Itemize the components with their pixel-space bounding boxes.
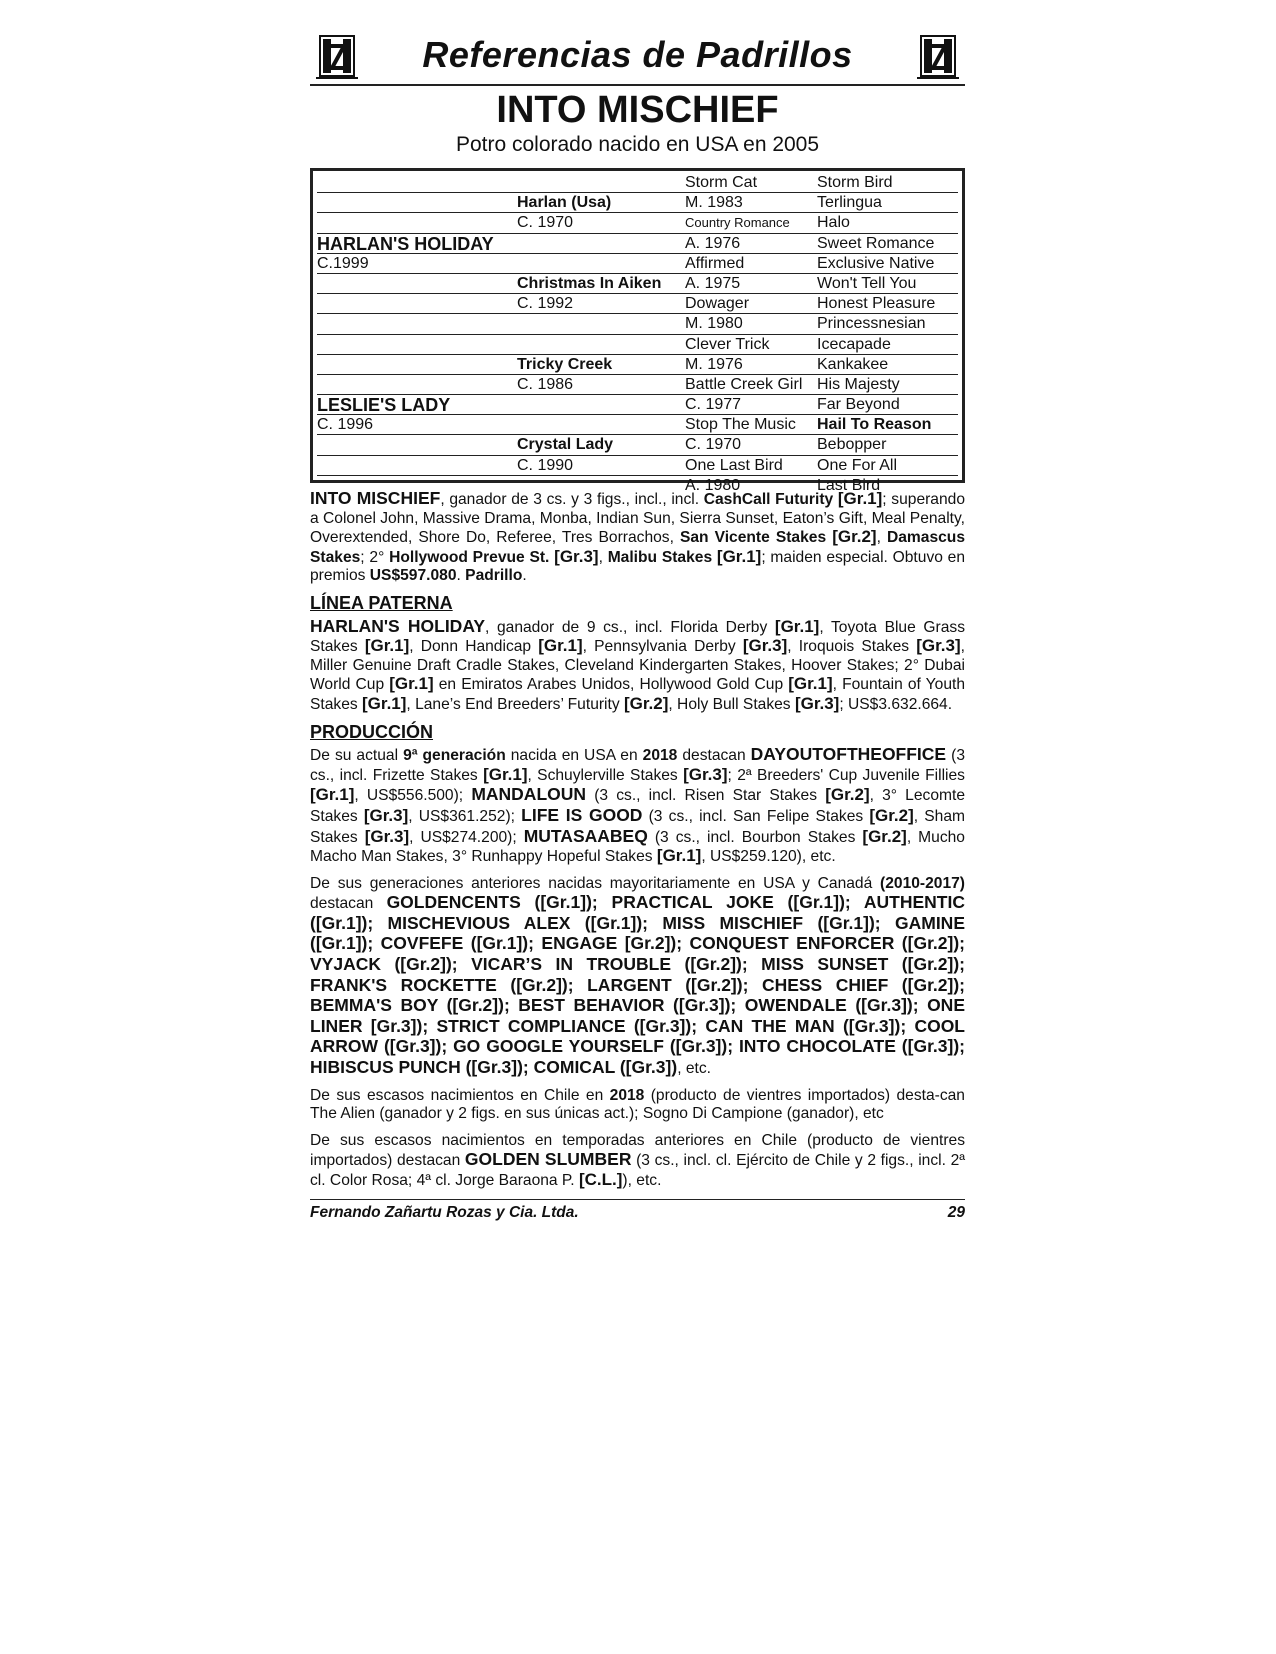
- page: [310, 30, 965, 1222]
- produccion-paragraph-2: De sus generaciones anteriores nacidas mayoritariamente en USA y Canadá (2010-2017) destacan GOLDENCENTS ([Gr.1]); PRACTICAL JOKE ([Gr.1]); AUTHENTIC ([Gr.1]); MISCHEVIOUS ALEX ([Gr.1]); MISS MISCHIEF ([Gr.1]); GAMINE ([Gr.1]); COVFEFE ([Gr.1]); ENGAGE [Gr.2]); CONQUEST ENFORCER ([Gr.2]); VYJACK ([Gr.2]); VICAR’S IN TROUBLE ([Gr.2]); MISS SUNSET ([Gr.2]); FRANK'S ROCKETTE ([Gr.2]); LARGENT ([Gr.2]); CHESS CHIEF ([Gr.2]); BEMMA'S BOY ([Gr.2]); BEST BEHAVIOR ([Gr.3]); OWENDALE ([Gr.3]); ONE LINER [Gr.3]); STRICT COMPLIANCE ([Gr.3]); CAN THE MAN ([Gr.3]); COOL ARROW ([Gr.3]); GO GOOGLE YOURSELF ([Gr.3]); INTO CHOCOLATE ([Gr.3]); HIBISCUS PUNCH ([Gr.3]); COMICAL ([Gr.3]), etc.: [310, 874, 965, 1078]
- page-footer: [310, 1199, 965, 1222]
- pedigree-cell: Last Bird: [817, 476, 881, 494]
- pedigree-cell: M. 1983: [685, 194, 743, 212]
- pedigree-row: [317, 456, 958, 476]
- linea-paterna-paragraph: HARLAN'S HOLIDAY, ganador de 9 cs., incl. Florida Derby [Gr.1], Toyota Blue Grass Stakes [Gr.1], Donn Handicap [Gr.1], Pennsylvania Derby [Gr.3], Iroquois Stakes [Gr.3], Miller Genuine Draft Cradle Stakes, Cleveland Kindergarten Stakes, Hoover Stakes; 2° Dubai World Cup [Gr.1] en Emiratos Arabes Unidos, Hollywood Gold Cup [Gr.1], Fountain of Youth Stakes [Gr.1], Lane’s End Breeders’ Futurity [Gr.2], Holy Bull Stakes [Gr.3]; US$3.632.664.: [310, 615, 965, 713]
- pedigree-cell: [317, 456, 517, 475]
- pedigree-cell: [317, 375, 517, 394]
- pedigree-cell: [317, 355, 517, 374]
- pedigree-cell: C. 1977: [685, 396, 742, 414]
- pedigree-cell: M. 1980: [685, 315, 743, 333]
- pedigree-cell: [517, 415, 685, 434]
- pedigree-cell: [517, 254, 685, 273]
- pedigree-row: [317, 213, 958, 233]
- pedigree-row: [317, 274, 958, 294]
- pedigree-cell: Harlan (Usa): [517, 194, 612, 212]
- pedigree-row: [317, 375, 958, 395]
- pedigree-cell: C. 1990: [517, 456, 574, 474]
- pedigree-row: [317, 234, 958, 254]
- pedigree-cell: C.1999: [317, 254, 369, 272]
- article-body: [310, 489, 965, 1191]
- pedigree-cell: [317, 294, 517, 313]
- pedigree-cell: [317, 173, 517, 192]
- pedigree-cell: Christmas In Aiken: [517, 274, 662, 292]
- pedigree-cell: C. 1986: [517, 375, 574, 393]
- pedigree-cell: [517, 395, 685, 414]
- footer-company: Fernando Zañartu Rozas y Cia. Ltda.: [310, 1203, 579, 1221]
- pedigree-row: [317, 355, 958, 375]
- pedigree-cell: M. 1976: [685, 355, 743, 373]
- horse-description: Potro colorado nacido en USA en 2005: [455, 133, 820, 156]
- pedigree-row: [317, 254, 958, 274]
- pedigree-row: [317, 395, 958, 415]
- section-title-produccion: PRODUCCIÓN: [310, 721, 434, 742]
- pedigree-cell: Won't Tell You: [817, 274, 917, 292]
- pedigree-cell: Kankakee: [817, 355, 889, 373]
- pedigree-cell: One Last Bird: [685, 456, 783, 474]
- pedigree-row: [317, 294, 958, 314]
- pedigree-cell: Storm Bird: [817, 174, 893, 191]
- pedigree-cell: C. 1970: [517, 214, 574, 232]
- pedigree-cell: C. 1992: [517, 295, 574, 313]
- horse-name: INTO MISCHIEF: [496, 89, 779, 131]
- pedigree-cell: Stop The Music: [685, 416, 796, 434]
- intro-paragraph: INTO MISCHIEF, ganador de 3 cs. y 3 figs., incl., incl. CashCall Futurity [Gr.1]; superando a Colonel John, Massive Drama, Monba, Indian Sun, Sierra Sunset, Eaton’s Gift, Meal Penalty, Overextended, Shore Do, Referee, Tres Borrachos, San Vicente Stakes [Gr.2], Damascus Stakes; 2° Hollywood Prevue St. [Gr.3], Malibu Stakes [Gr.1]; maiden especial. Obtuvo en premios US$597.080. Padrillo.: [310, 488, 966, 585]
- winners-list: GOLDENCENTS ([Gr.1]); PRACTICAL JOKE ([Gr.1]); AUTHENTIC ([Gr.1]); MISCHEVIOUS ALEX ([Gr.1]); MISS MISCHIEF ([Gr.1]); GAMINE ([Gr.1]); COVFEFE ([Gr.1]); ENGAGE [Gr.2]); CONQUEST ENFORCER ([Gr.2]); VYJACK ([Gr.2]); VICAR’S IN TROUBLE ([Gr.2]); MISS SUNSET ([Gr.2]); FRANK'S ROCKETTE ([Gr.2]); LARGENT ([Gr.2]); CHESS CHIEF ([Gr.2]); BEMMA'S BOY ([Gr.2]); BEST BEHAVIOR ([Gr.3]); OWENDALE ([Gr.3]); ONE LINER [Gr.3]); STRICT COMPLIANCE ([Gr.3]); CAN THE MAN ([Gr.3]); COOL ARROW ([Gr.3]); GO GOOGLE YOURSELF ([Gr.3]); INTO CHOCOLATE ([Gr.3]); HIBISCUS PUNCH ([Gr.3]); COMICAL ([Gr.3]): [310, 892, 965, 1078]
- pedigree-cell: [317, 314, 517, 333]
- pedigree-cell: [317, 213, 517, 232]
- pedigree-row: [317, 314, 958, 334]
- pedigree-cell: C. 1996: [317, 416, 374, 434]
- pedigree-cell: HARLAN'S HOLIDAY: [317, 233, 494, 254]
- pedigree-cell: [517, 173, 685, 192]
- section-title-linea-paterna: LÍNEA PATERNA: [310, 592, 453, 613]
- pedigree-cell: One For All: [817, 456, 898, 474]
- pedigree-table: [310, 168, 965, 494]
- pedigree-cell: A. 1975: [685, 274, 741, 292]
- pedigree-row: [317, 173, 958, 193]
- produccion-paragraph-1: De su actual 9ª generación nacida en USA en 2018 destacan DAYOUTOFTHEOFFICE (3 cs., incl. Frizette Stakes [Gr.1], Schuylerville Stakes [Gr.3]; 2ª Breeders' Cup Juvenile Fillies [Gr.1], US$556.500); MANDALOUN (3 cs., incl. Risen Star Stakes [Gr.2], 3° Lecomte Stakes [Gr.3], US$361.252); LIFE IS GOOD (3 cs., incl. San Felipe Stakes [Gr.2], Sham Stakes [Gr.3], US$274.200); MUTASAABEQ (3 cs., incl. Bourbon Stakes [Gr.2], Mucho Macho Man Stakes, 3° Runhappy Hopeful Stakes [Gr.1], US$259.120), etc.: [310, 744, 965, 866]
- pedigree-cell: Honest Pleasure: [817, 295, 936, 313]
- pedigree-cell: [517, 234, 685, 253]
- pedigree-cell: Princessnesian: [817, 315, 926, 333]
- pedigree-cell: Exclusive Native: [817, 254, 935, 272]
- pedigree-cell: Terlingua: [817, 194, 882, 212]
- pedigree-cell: Crystal Lady: [517, 436, 614, 454]
- pedigree-cell: Battle Creek Girl: [685, 375, 803, 393]
- produccion-paragraph-3: De sus escasos nacimientos en Chile en 2018 (producto de vientres importados) desta-can The Alien (ganador y 2 figs. en sus únicas act.); Sogno Di Campione (ganador), etc: [310, 1086, 965, 1123]
- pedigree-cell: [317, 335, 517, 354]
- pedigree-cell: Halo: [817, 214, 850, 232]
- pedigree-cell: His Majesty: [817, 375, 900, 393]
- horse-name-inline: INTO MISCHIEF: [310, 488, 441, 508]
- pedigree-cell: Sweet Romance: [817, 234, 935, 252]
- pedigree-cell: Storm Cat: [685, 174, 758, 191]
- pedigree-row: [317, 435, 958, 455]
- pedigree-cell: Bebopper: [817, 436, 887, 454]
- pedigree-cell: Icecapade: [817, 335, 891, 353]
- pedigree-row: [317, 415, 958, 435]
- page-title: Referencias de Padrillos: [422, 34, 853, 75]
- pedigree-cell: [317, 435, 517, 454]
- pedigree-cell: C. 1970: [685, 436, 742, 454]
- zr-logo-icon: [915, 34, 961, 80]
- page-header: [310, 30, 965, 86]
- pedigree-cell: [517, 314, 685, 333]
- produccion-paragraph-4: De sus escasos nacimientos en temporadas anteriores en Chile (producto de vientres importados) destacan GOLDEN SLUMBER (3 cs., incl. cl. Ejército de Chile y 2 figs., incl. 2ª cl. Color Rosa; 4ª cl. Jorge Baraona P. [C.L.]), etc.: [310, 1131, 966, 1189]
- pedigree-cell: Hail To Reason: [817, 416, 932, 434]
- pedigree-cell: Country Romance: [685, 215, 790, 231]
- pedigree-cell: Far Beyond: [817, 396, 900, 414]
- pedigree-cell: [317, 274, 517, 293]
- pedigree-cell: Affirmed: [685, 254, 745, 272]
- pedigree-cell: Clever Trick: [685, 335, 770, 353]
- pedigree-cell: A. 1976: [685, 234, 741, 252]
- page-number: 29: [947, 1203, 965, 1221]
- pedigree-cell: A. 1980: [685, 476, 741, 494]
- pedigree-cell: LESLIE'S LADY: [317, 395, 451, 416]
- pedigree-cell: [517, 335, 685, 354]
- pedigree-cell: [317, 193, 517, 212]
- pedigree-row: [317, 335, 958, 355]
- pedigree-cell: Tricky Creek: [517, 355, 613, 373]
- pedigree-cell: Dowager: [685, 295, 750, 313]
- pedigree-row: [317, 193, 958, 213]
